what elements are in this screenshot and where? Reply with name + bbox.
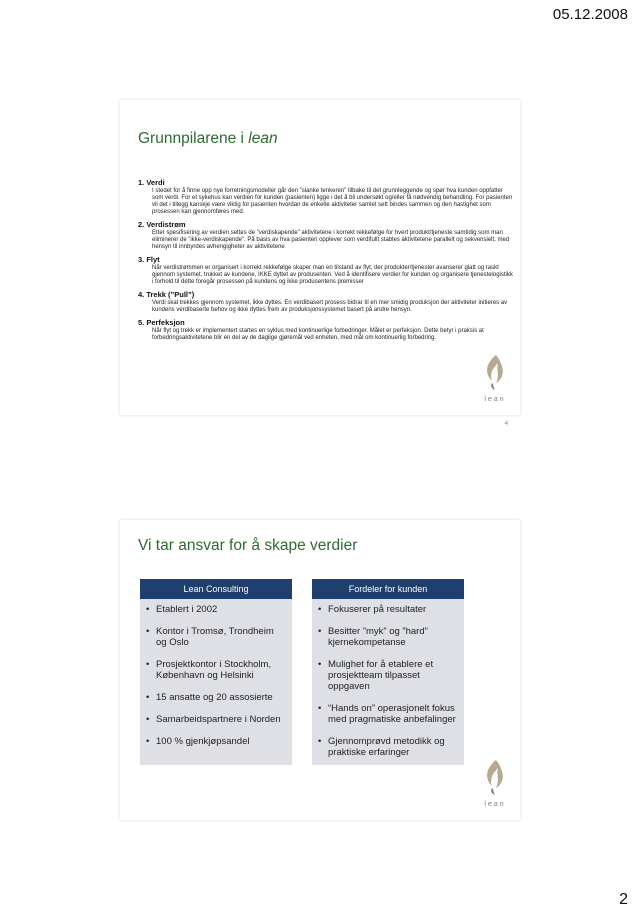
slide-grunnpilarene: [120, 100, 520, 427]
lean-logo: [480, 758, 510, 808]
fordeler-box: [312, 579, 464, 765]
list-item: • Fokuserer på resultater: [318, 604, 427, 615]
list-item: • Besitter ”myk” og ”hard” kjernekompetanse: [318, 626, 428, 648]
slide-title: Grunnpilarene i lean: [138, 130, 278, 147]
list-item: • 100 % gjenkjøpsandel: [146, 736, 250, 747]
list-item: • Mulighet for å etablere et prosjektteam tilpasset oppgaven: [318, 659, 434, 692]
box-body: [312, 599, 464, 765]
slide-number: 4: [504, 421, 508, 427]
pillar-heading: 1. Verdi: [138, 178, 165, 187]
pillar-text: Når verdistrømmen er organisert i korrekt rekkefølge skaper man en tilstand av flyt, der produkter/tjenester avanserer glatt og raskt gjennom systemet, trukket av kundene, IKKE dyttet av produsenten. Ved å identifisere verdier for kunden og organisere tjenestelogistikk i forhold til dette foregår prosessen på kundens og ikke produsentens premisser: [152, 265, 513, 285]
slide-title-italic: lean: [248, 130, 278, 147]
list-item: • 15 ansatte og 20 assosierte: [146, 692, 273, 703]
logo-text: lean: [484, 801, 506, 808]
pillar-item: [138, 220, 513, 251]
pillar-heading: 5. Perfeksjon: [138, 318, 185, 327]
page-number: 2: [619, 891, 628, 908]
box-header: Lean Consulting: [140, 579, 292, 599]
list-item: • Etablert i 2002: [146, 604, 218, 615]
lean-logo: [480, 353, 510, 403]
lean-consulting-box: [140, 579, 292, 765]
pillar-heading: 4. Trekk (”Pull”): [138, 290, 195, 299]
pillar-item: [138, 318, 513, 342]
list-item: • Gjennomprøvd metodikk og praktiske erfaringer: [318, 736, 445, 758]
pillar-item: [138, 178, 513, 216]
pillar-text: I stedet for å finne opp nye forretningsmodeller går den ”slanke tenkeren” tilbake til det grunnleggende og spør hva kunden oppfatter som verdi. For et sykehus kan verdien for kunden (pasienten) ligge i det å bli undersøkt og/eller få nødvendig behandling. For pasienten vil det i tillegg kanskje være viktig for pasienten hvordan de enkelte aktiviteter samlet sett bindes sammen og den hastighet som prosessen kan gjennomføres med.: [152, 188, 513, 215]
flame-logo-icon: [480, 353, 510, 393]
pillar-item: [138, 255, 513, 286]
pillar-text: Verdi skal trekkes gjennom systemet, ikke dyttes. En verdibasert prosess bidrar til en mer smidig produksjon der aktiviteter initieres av kundens verdibaserte behov og ikke dyttes frem av produksjonssystemet basert på andre hensyn.: [152, 300, 508, 313]
pillar-item: [138, 290, 513, 314]
list-item: • Kontor i Tromsø, Trondheim og Oslo: [146, 626, 274, 648]
logo-text: lean: [484, 396, 506, 403]
pillar-heading: 3. Flyt: [138, 255, 160, 264]
list-item: • “Hands on” operasjonelt fokus med pragmatiske anbefalinger: [318, 703, 456, 725]
pillar-list: [138, 178, 513, 346]
pillar-text: Etter spesifisering av verdien settes de ”verdiskapende” aktivitetene i korrekt rekkefølge for hvert produkt/tjeneste samtidig som man eliminerer de ”ikke-verdiskapende”. På basis av hva pasienten opplever som verdifullt stables aktivitetene parallelt og sekvensielt, med hensyn til innbyrdes avhengigheter av aktivitetene: [152, 230, 510, 250]
flame-logo-icon: [480, 758, 510, 798]
slide-verdier: [120, 520, 520, 820]
list-item: • Samarbeidspartnere i Norden: [146, 714, 281, 725]
box-body: [140, 599, 292, 765]
header-date: 05.12.2008: [552, 6, 628, 23]
pillar-heading: 2. Verdistrøm: [138, 220, 186, 229]
slide-title: Vi tar ansvar for å skape verdier: [138, 537, 358, 554]
pillar-text: Når flyt og trekk er implementert startes en syklus med kontinuerlige forbedringer. Målet er perfeksjon. Dette betyr i praksis at forbedringsaktivitetene blir en del av de daglige gjøremål ved enheten, med mål om kontinuerlig forbedring.: [152, 328, 484, 341]
list-item: • Prosjektkontor i Stockholm, København og Helsinki: [146, 659, 272, 681]
box-header: Fordeler for kunden: [312, 579, 464, 599]
